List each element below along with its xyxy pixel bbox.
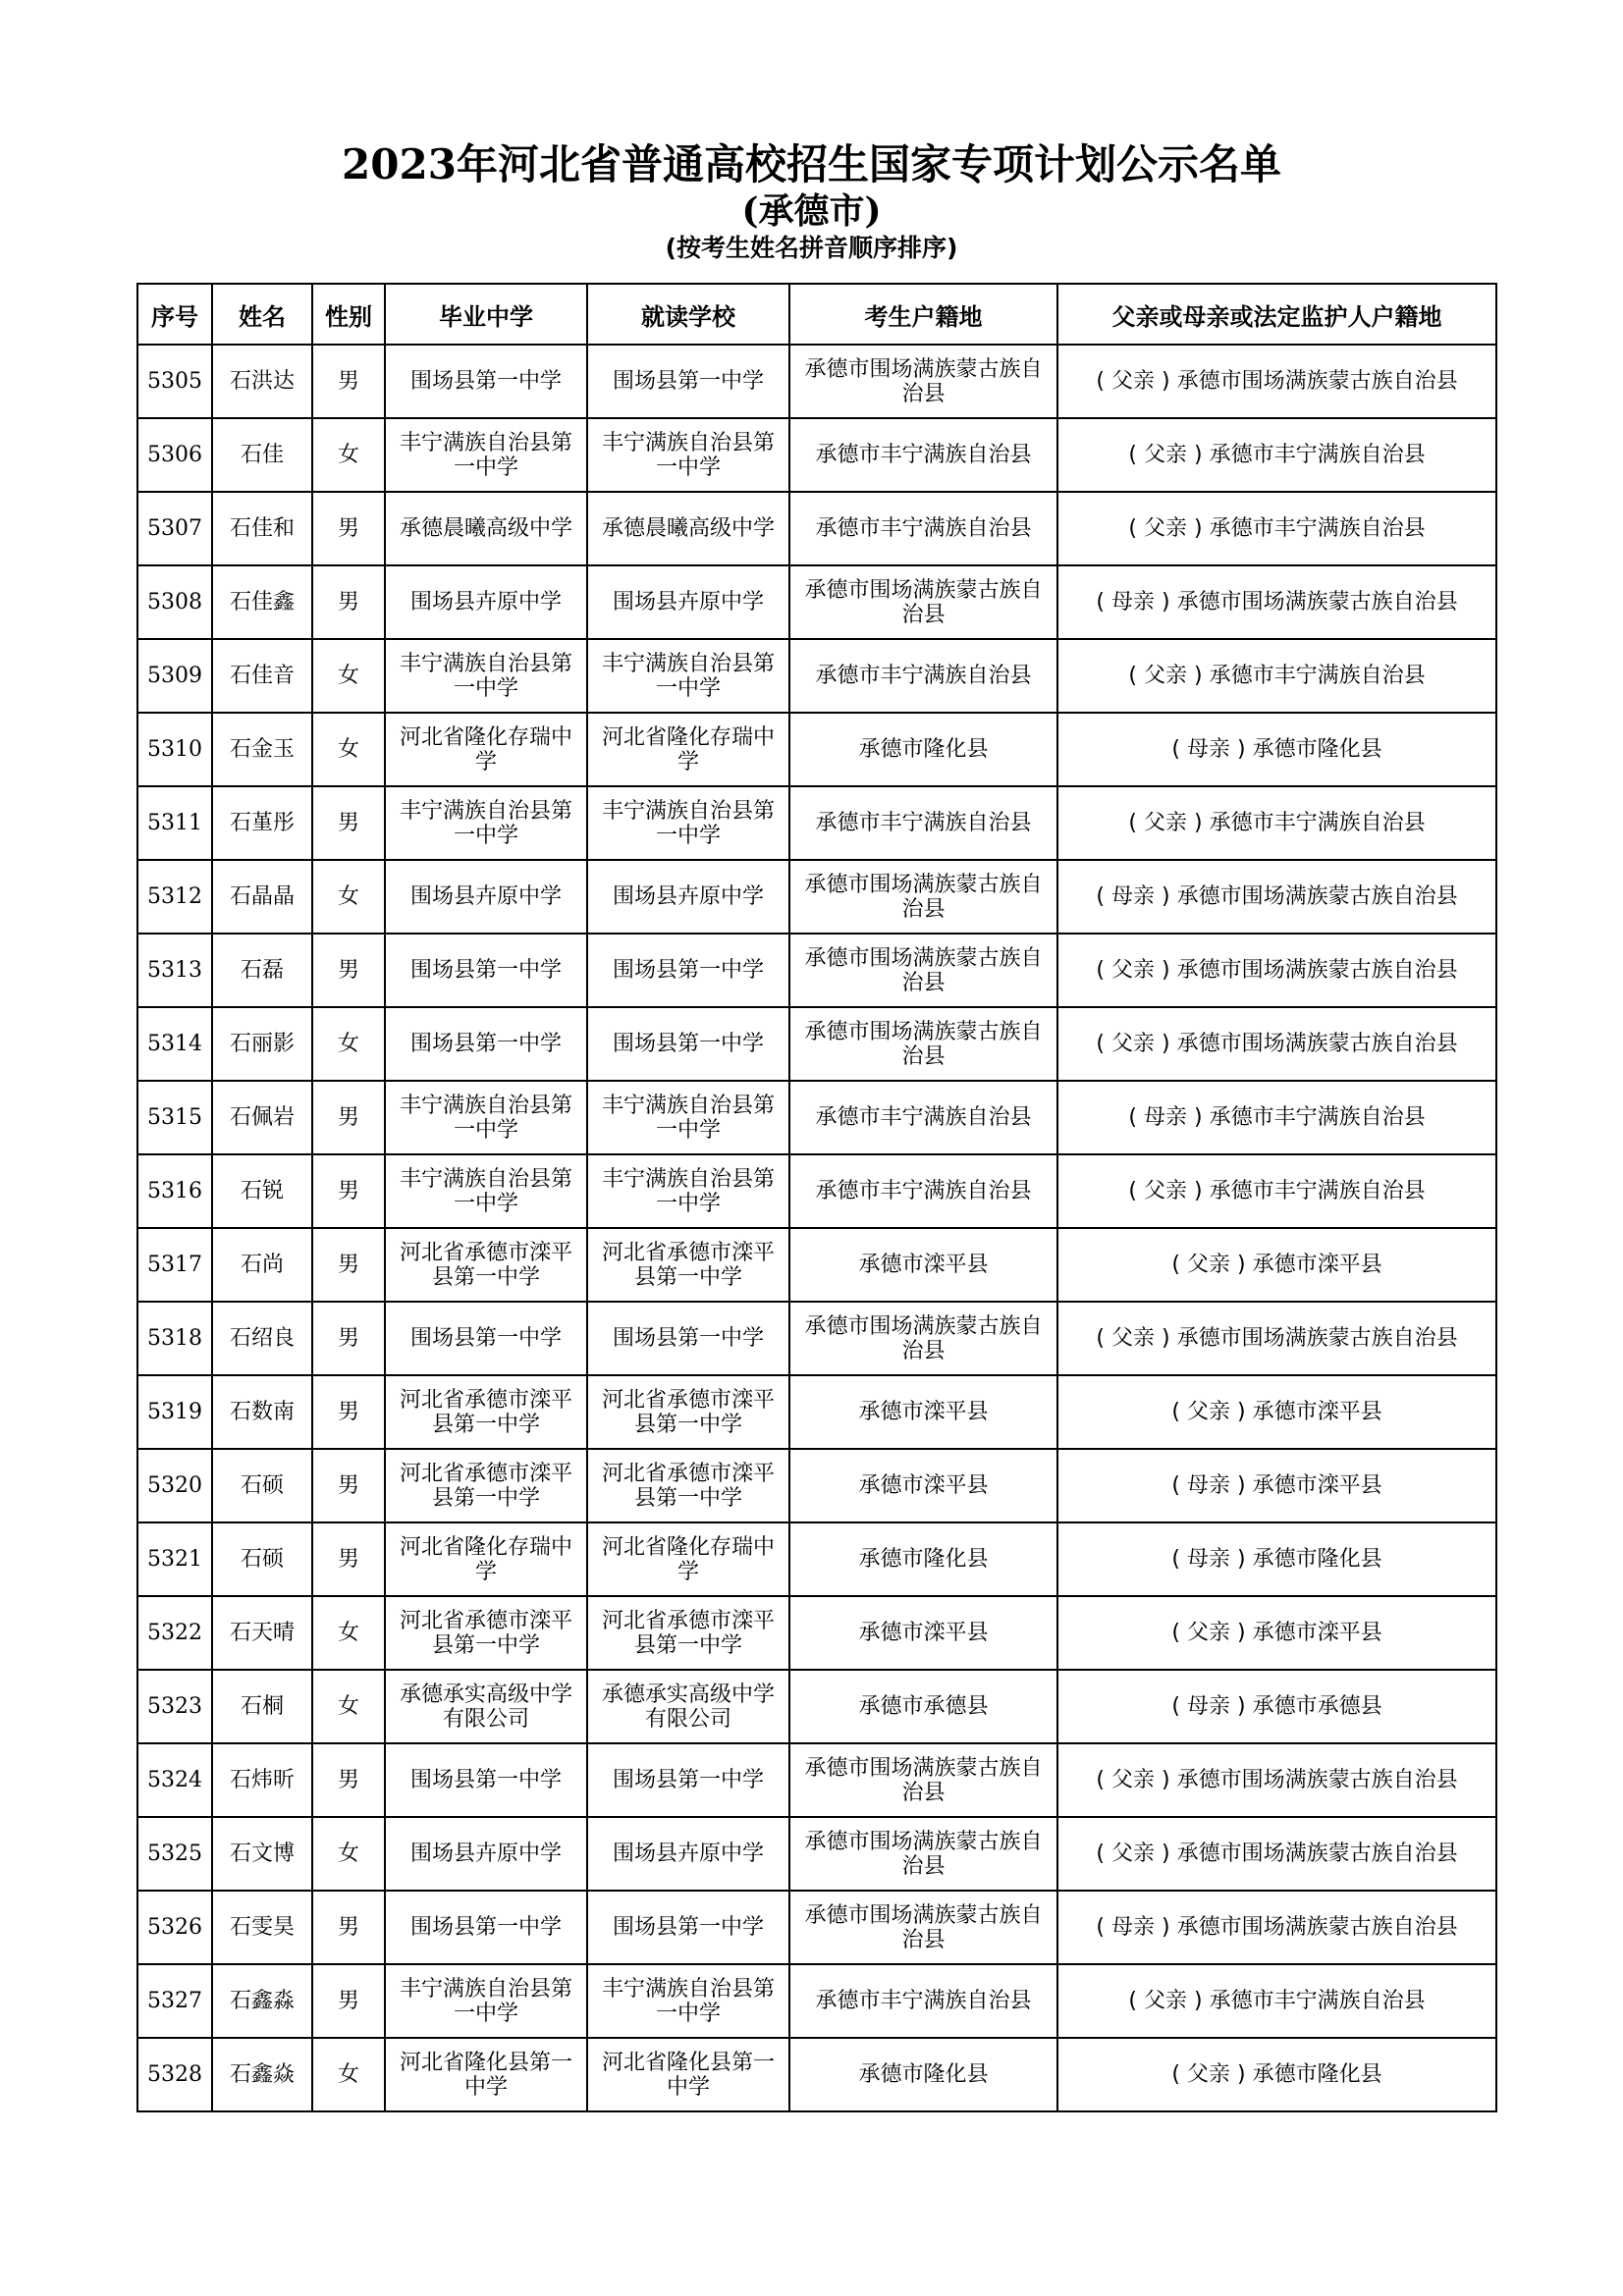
cell-hukou: 承德市围场满族蒙古族自治县: [789, 1007, 1057, 1081]
table-body: [137, 345, 1496, 2111]
cell-name: 石炜昕: [212, 1743, 312, 1817]
cell-name: 石佩岩: [212, 1081, 312, 1154]
cell-current-school: 河北省隆化县第一中学: [587, 2038, 789, 2111]
table-row: [137, 1081, 1496, 1154]
cell-gender: 男: [312, 1743, 385, 1817]
table-row: [137, 1522, 1496, 1596]
table-row: [137, 1449, 1496, 1522]
cell-hukou: 承德市丰宁满族自治县: [789, 1964, 1057, 2038]
cell-name: 石佳和: [212, 492, 312, 565]
cell-gender: 男: [312, 1081, 385, 1154]
cell-grad-school: 围场县卉原中学: [385, 565, 587, 639]
cell-name: 石雯昊: [212, 1891, 312, 1964]
cell-hukou: 承德市围场满族蒙古族自治县: [789, 345, 1057, 418]
cell-parent-hukou: ( 父亲 ) 承德市隆化县: [1057, 2038, 1496, 2111]
cell-seq: 5306: [137, 418, 212, 492]
cell-grad-school: 围场县第一中学: [385, 1743, 587, 1817]
table-row: [137, 418, 1496, 492]
cell-name: 石桐: [212, 1670, 312, 1743]
cell-parent-hukou: ( 母亲 ) 承德市隆化县: [1057, 713, 1496, 786]
cell-seq: 5313: [137, 934, 212, 1007]
cell-name: 石鑫焱: [212, 2038, 312, 2111]
cell-gender: 女: [312, 418, 385, 492]
table-row: [137, 1891, 1496, 1964]
cell-seq: 5320: [137, 1449, 212, 1522]
cell-name: 石磊: [212, 934, 312, 1007]
cell-parent-hukou: ( 父亲 ) 承德市围场满族蒙古族自治县: [1057, 1007, 1496, 1081]
cell-gender: 男: [312, 1891, 385, 1964]
table-row: [137, 1007, 1496, 1081]
cell-name: 石佳鑫: [212, 565, 312, 639]
cell-gender: 男: [312, 345, 385, 418]
cell-hukou: 承德市承德县: [789, 1670, 1057, 1743]
cell-current-school: 丰宁满族自治县第一中学: [587, 418, 789, 492]
cell-hukou: 承德市围场满族蒙古族自治县: [789, 1743, 1057, 1817]
document-subtitle: (承德市): [741, 190, 882, 232]
cell-name: 石鑫淼: [212, 1964, 312, 2038]
cell-grad-school: 围场县卉原中学: [385, 860, 587, 934]
cell-parent-hukou: ( 母亲 ) 承德市围场满族蒙古族自治县: [1057, 860, 1496, 934]
cell-grad-school: 河北省承德市滦平县第一中学: [385, 1596, 587, 1670]
cell-name: 石佳: [212, 418, 312, 492]
table-row: [137, 860, 1496, 934]
cell-seq: 5314: [137, 1007, 212, 1081]
cell-seq: 5309: [137, 639, 212, 713]
cell-current-school: 围场县第一中学: [587, 934, 789, 1007]
table-row: [137, 639, 1496, 713]
cell-hukou: 承德市丰宁满族自治县: [789, 1081, 1057, 1154]
cell-current-school: 承德晨曦高级中学: [587, 492, 789, 565]
table-row: [137, 1375, 1496, 1449]
cell-parent-hukou: ( 母亲 ) 承德市围场满族蒙古族自治县: [1057, 1891, 1496, 1964]
cell-hukou: 承德市丰宁满族自治县: [789, 786, 1057, 860]
cell-grad-school: 围场县卉原中学: [385, 1817, 587, 1891]
table-row: [137, 1743, 1496, 1817]
cell-hukou: 承德市隆化县: [789, 2038, 1057, 2111]
cell-hukou: 承德市围场满族蒙古族自治县: [789, 1302, 1057, 1375]
cell-grad-school: 围场县第一中学: [385, 934, 587, 1007]
cell-parent-hukou: ( 父亲 ) 承德市围场满族蒙古族自治县: [1057, 1302, 1496, 1375]
cell-seq: 5326: [137, 1891, 212, 1964]
table-row: [137, 1228, 1496, 1302]
table-row: [137, 713, 1496, 786]
cell-hukou: 承德市围场满族蒙古族自治县: [789, 1891, 1057, 1964]
cell-name: 石锐: [212, 1154, 312, 1228]
table-row: [137, 1964, 1496, 2038]
cell-current-school: 河北省承德市滦平县第一中学: [587, 1228, 789, 1302]
cell-grad-school: 河北省隆化存瑞中学: [385, 713, 587, 786]
cell-grad-school: 丰宁满族自治县第一中学: [385, 639, 587, 713]
cell-seq: 5325: [137, 1817, 212, 1891]
cell-hukou: 承德市滦平县: [789, 1449, 1057, 1522]
header-current-school: 就读学校: [587, 284, 789, 345]
header-name: 姓名: [212, 284, 312, 345]
roster-table: [136, 283, 1497, 2112]
cell-name: 石硕: [212, 1449, 312, 1522]
cell-gender: 女: [312, 1670, 385, 1743]
cell-gender: 女: [312, 860, 385, 934]
cell-grad-school: 围场县第一中学: [385, 1302, 587, 1375]
cell-grad-school: 丰宁满族自治县第一中学: [385, 1081, 587, 1154]
cell-grad-school: 围场县第一中学: [385, 1891, 587, 1964]
cell-parent-hukou: ( 父亲 ) 承德市丰宁满族自治县: [1057, 1154, 1496, 1228]
cell-hukou: 承德市丰宁满族自治县: [789, 492, 1057, 565]
cell-name: 石文博: [212, 1817, 312, 1891]
cell-parent-hukou: ( 父亲 ) 承德市丰宁满族自治县: [1057, 492, 1496, 565]
cell-gender: 男: [312, 1228, 385, 1302]
cell-current-school: 围场县第一中学: [587, 1891, 789, 1964]
cell-name: 石洪达: [212, 345, 312, 418]
cell-hukou: 承德市围场满族蒙古族自治县: [789, 1817, 1057, 1891]
cell-hukou: 承德市围场满族蒙古族自治县: [789, 860, 1057, 934]
cell-grad-school: 承德晨曦高级中学: [385, 492, 587, 565]
cell-current-school: 围场县第一中学: [587, 1743, 789, 1817]
cell-name: 石晶晶: [212, 860, 312, 934]
cell-parent-hukou: ( 父亲 ) 承德市围场满族蒙古族自治县: [1057, 934, 1496, 1007]
cell-grad-school: 丰宁满族自治县第一中学: [385, 1964, 587, 2038]
cell-seq: 5324: [137, 1743, 212, 1817]
cell-grad-school: 丰宁满族自治县第一中学: [385, 786, 587, 860]
header-hukou: 考生户籍地: [789, 284, 1057, 345]
cell-parent-hukou: ( 父亲 ) 承德市滦平县: [1057, 1375, 1496, 1449]
cell-parent-hukou: ( 父亲 ) 承德市滦平县: [1057, 1596, 1496, 1670]
cell-seq: 5315: [137, 1081, 212, 1154]
cell-seq: 5323: [137, 1670, 212, 1743]
cell-gender: 男: [312, 1302, 385, 1375]
cell-seq: 5318: [137, 1302, 212, 1375]
table-row: [137, 345, 1496, 418]
table-row: [137, 492, 1496, 565]
cell-parent-hukou: ( 父亲 ) 承德市丰宁满族自治县: [1057, 1964, 1496, 2038]
cell-gender: 女: [312, 1596, 385, 1670]
cell-hukou: 承德市隆化县: [789, 713, 1057, 786]
cell-grad-school: 河北省承德市滦平县第一中学: [385, 1449, 587, 1522]
cell-gender: 女: [312, 639, 385, 713]
cell-gender: 男: [312, 565, 385, 639]
header-grad-school: 毕业中学: [385, 284, 587, 345]
cell-grad-school: 承德承实高级中学有限公司: [385, 1670, 587, 1743]
cell-hukou: 承德市丰宁满族自治县: [789, 418, 1057, 492]
cell-hukou: 承德市隆化县: [789, 1522, 1057, 1596]
cell-seq: 5308: [137, 565, 212, 639]
cell-current-school: 丰宁满族自治县第一中学: [587, 639, 789, 713]
sort-note: (按考生姓名拼音顺序排序): [665, 234, 958, 262]
cell-hukou: 承德市丰宁满族自治县: [789, 1154, 1057, 1228]
cell-grad-school: 河北省承德市滦平县第一中学: [385, 1375, 587, 1449]
table-row: [137, 565, 1496, 639]
header-parent-hukou: 父亲或母亲或法定监护人户籍地: [1057, 284, 1496, 345]
cell-seq: 5322: [137, 1596, 212, 1670]
cell-gender: 男: [312, 1375, 385, 1449]
cell-current-school: 承德承实高级中学有限公司: [587, 1670, 789, 1743]
cell-name: 石丽影: [212, 1007, 312, 1081]
table-header: [137, 284, 1496, 345]
cell-current-school: 围场县卉原中学: [587, 565, 789, 639]
cell-grad-school: 河北省隆化存瑞中学: [385, 1522, 587, 1596]
cell-hukou: 承德市滦平县: [789, 1228, 1057, 1302]
cell-grad-school: 丰宁满族自治县第一中学: [385, 1154, 587, 1228]
table-row: [137, 1817, 1496, 1891]
cell-parent-hukou: ( 母亲 ) 承德市围场满族蒙古族自治县: [1057, 565, 1496, 639]
cell-hukou: 承德市围场满族蒙古族自治县: [789, 934, 1057, 1007]
cell-parent-hukou: ( 父亲 ) 承德市围场满族蒙古族自治县: [1057, 345, 1496, 418]
header-seq: 序号: [137, 284, 212, 345]
cell-gender: 男: [312, 1964, 385, 2038]
cell-seq: 5312: [137, 860, 212, 934]
cell-current-school: 河北省隆化存瑞中学: [587, 713, 789, 786]
table-row: [137, 1670, 1496, 1743]
cell-gender: 女: [312, 713, 385, 786]
cell-name: 石堇彤: [212, 786, 312, 860]
cell-parent-hukou: ( 母亲 ) 承德市丰宁满族自治县: [1057, 1081, 1496, 1154]
cell-gender: 男: [312, 1449, 385, 1522]
table-row: [137, 934, 1496, 1007]
cell-current-school: 丰宁满族自治县第一中学: [587, 1964, 789, 2038]
cell-hukou: 承德市丰宁满族自治县: [789, 639, 1057, 713]
document-title: 2023年河北省普通高校招生国家专项计划公示名单: [342, 140, 1281, 188]
cell-seq: 5328: [137, 2038, 212, 2111]
cell-gender: 男: [312, 1522, 385, 1596]
cell-current-school: 河北省承德市滦平县第一中学: [587, 1449, 789, 1522]
cell-current-school: 围场县卉原中学: [587, 1817, 789, 1891]
cell-seq: 5311: [137, 786, 212, 860]
cell-grad-school: 围场县第一中学: [385, 345, 587, 418]
cell-current-school: 丰宁满族自治县第一中学: [587, 786, 789, 860]
cell-gender: 男: [312, 934, 385, 1007]
cell-parent-hukou: ( 父亲 ) 承德市丰宁满族自治县: [1057, 418, 1496, 492]
cell-current-school: 河北省承德市滦平县第一中学: [587, 1596, 789, 1670]
cell-current-school: 河北省隆化存瑞中学: [587, 1522, 789, 1596]
cell-parent-hukou: ( 母亲 ) 承德市隆化县: [1057, 1522, 1496, 1596]
cell-seq: 5305: [137, 345, 212, 418]
cell-current-school: 围场县第一中学: [587, 1007, 789, 1081]
cell-parent-hukou: ( 父亲 ) 承德市丰宁满族自治县: [1057, 786, 1496, 860]
cell-seq: 5327: [137, 1964, 212, 2038]
cell-grad-school: 河北省隆化县第一中学: [385, 2038, 587, 2111]
cell-gender: 女: [312, 2038, 385, 2111]
cell-current-school: 围场县第一中学: [587, 345, 789, 418]
table-row: [137, 2038, 1496, 2111]
cell-seq: 5317: [137, 1228, 212, 1302]
cell-seq: 5310: [137, 713, 212, 786]
cell-name: 石天晴: [212, 1596, 312, 1670]
cell-parent-hukou: ( 父亲 ) 承德市丰宁满族自治县: [1057, 639, 1496, 713]
cell-name: 石绍良: [212, 1302, 312, 1375]
cell-current-school: 围场县卉原中学: [587, 860, 789, 934]
cell-parent-hukou: ( 父亲 ) 承德市滦平县: [1057, 1228, 1496, 1302]
cell-grad-school: 丰宁满族自治县第一中学: [385, 418, 587, 492]
table-row: [137, 1154, 1496, 1228]
cell-hukou: 承德市滦平县: [789, 1596, 1057, 1670]
cell-name: 石硕: [212, 1522, 312, 1596]
cell-grad-school: 河北省承德市滦平县第一中学: [385, 1228, 587, 1302]
table-row: [137, 1596, 1496, 1670]
cell-gender: 男: [312, 1154, 385, 1228]
cell-name: 石金玉: [212, 713, 312, 786]
header-gender: 性别: [312, 284, 385, 345]
header-row: [137, 284, 1496, 345]
cell-gender: 男: [312, 492, 385, 565]
cell-name: 石数南: [212, 1375, 312, 1449]
cell-seq: 5307: [137, 492, 212, 565]
cell-parent-hukou: ( 父亲 ) 承德市围场满族蒙古族自治县: [1057, 1743, 1496, 1817]
cell-gender: 女: [312, 1817, 385, 1891]
cell-current-school: 河北省承德市滦平县第一中学: [587, 1375, 789, 1449]
cell-parent-hukou: ( 母亲 ) 承德市滦平县: [1057, 1449, 1496, 1522]
cell-grad-school: 围场县第一中学: [385, 1007, 587, 1081]
cell-name: 石尚: [212, 1228, 312, 1302]
cell-parent-hukou: ( 母亲 ) 承德市承德县: [1057, 1670, 1496, 1743]
cell-current-school: 丰宁满族自治县第一中学: [587, 1081, 789, 1154]
table-row: [137, 1302, 1496, 1375]
cell-hukou: 承德市围场满族蒙古族自治县: [789, 565, 1057, 639]
table-row: [137, 786, 1496, 860]
cell-seq: 5319: [137, 1375, 212, 1449]
cell-name: 石佳音: [212, 639, 312, 713]
cell-gender: 女: [312, 1007, 385, 1081]
cell-gender: 男: [312, 786, 385, 860]
cell-seq: 5316: [137, 1154, 212, 1228]
cell-seq: 5321: [137, 1522, 212, 1596]
cell-current-school: 围场县第一中学: [587, 1302, 789, 1375]
cell-hukou: 承德市滦平县: [789, 1375, 1057, 1449]
cell-parent-hukou: ( 父亲 ) 承德市围场满族蒙古族自治县: [1057, 1817, 1496, 1891]
cell-current-school: 丰宁满族自治县第一中学: [587, 1154, 789, 1228]
